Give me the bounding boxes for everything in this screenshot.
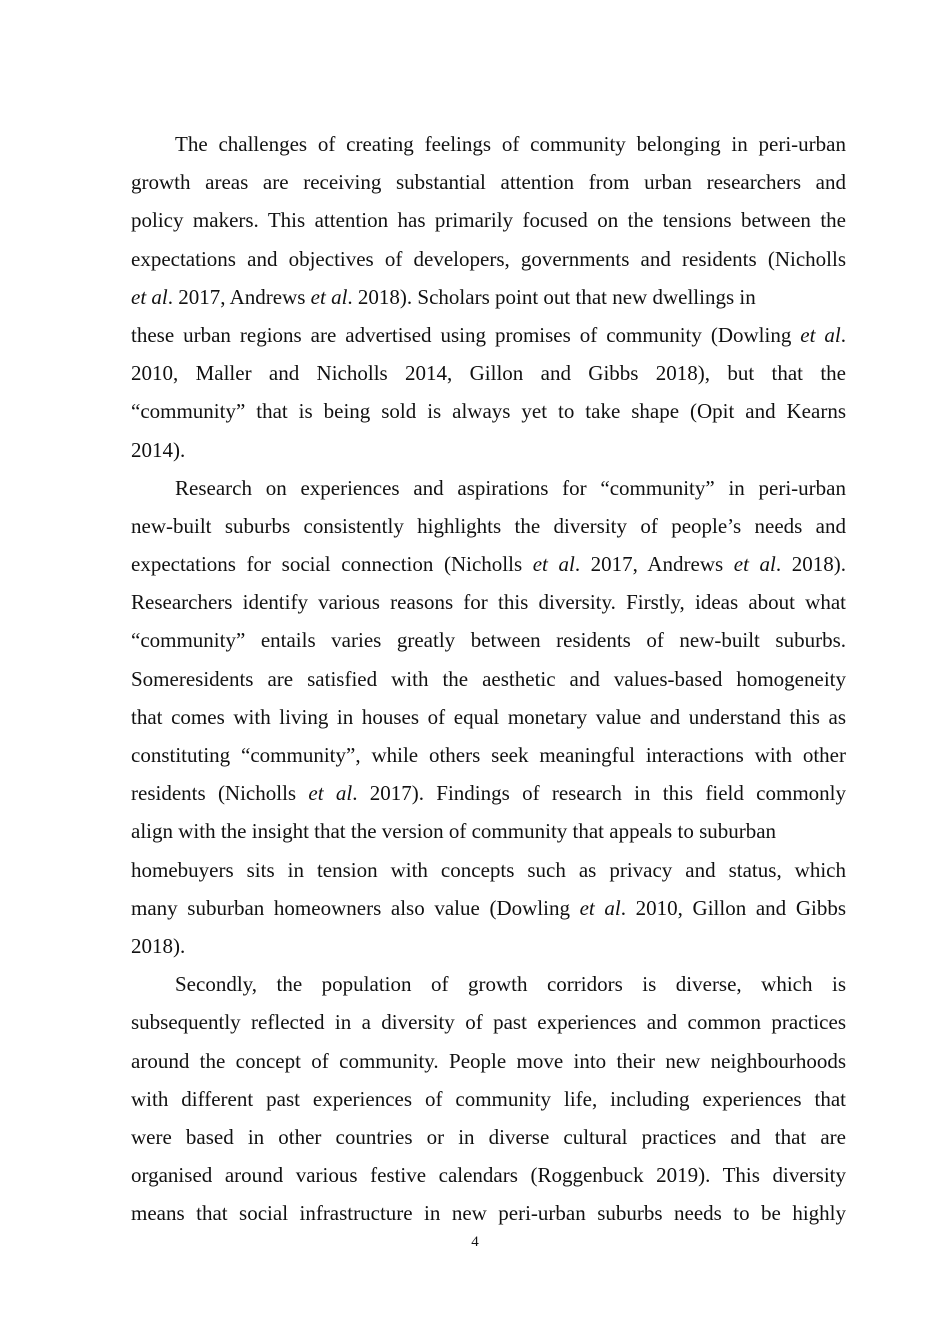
text-line [131,927,846,965]
text-line [131,201,846,239]
text-line [131,660,846,698]
text-segment: were based in other countries or in diverse cultural practices and that are [131,1124,846,1149]
text-segment: “community” entails varies greatly between residents of new-built suburbs. [131,628,846,653]
text-line [131,812,846,850]
italic-text: et al [310,284,348,309]
text-segment: . 2017, Andrews [574,552,734,577]
text-segment: growth areas are receiving substantial attention from urban researchers and [131,170,846,195]
italic-text: et al [800,322,841,347]
text-segment: . 2018). [775,552,846,577]
text-line [131,507,846,545]
text-line [131,774,846,812]
text-segment: Someresidents are satisfied with the aesthetic and values-based homogeneity [131,666,846,691]
page-number: 4 [471,1234,479,1250]
text-segment: that comes with living in houses of equal monetary value and understand this as [131,704,846,729]
text-line [131,163,846,201]
italic-text: et al [579,895,621,920]
text-segment: expectations for social connection (Nicholls [131,552,533,577]
text-segment: . 2017). Findings of research in this field commonly [352,781,846,806]
text-line [131,851,846,889]
italic-text: et al [308,781,353,806]
text-line [131,1080,846,1118]
text-segment: residents (Nicholls [131,781,309,806]
text-line [131,1042,846,1080]
text-segment: The challenges of creating feelings of community belonging in peri-urban [175,132,846,156]
text-segment: homebuyers sits in tension with concepts such as privacy and status, which [131,857,846,882]
text-line [131,1118,846,1156]
paragraph [131,125,846,469]
text-segment: . 2010, Gillon and Gibbs [620,895,846,920]
text-line [131,889,846,927]
text-line [131,278,846,316]
italic-text: et al [532,552,575,577]
italic-text: et al [733,552,776,577]
text-segment: align with the insight that the version of community that appeals to suburban [131,819,777,844]
paragraph [131,469,846,965]
text-segment: new-built suburbs consistently highlights the diversity of people’s needs and [131,513,846,538]
page-body [131,125,846,1232]
text-segment: . 2017, Andrews [167,284,311,309]
text-segment: many suburban homeowners also value (Dowling [131,895,580,920]
text-segment: means that social infrastructure in new peri-urban suburbs needs to be highly [131,1201,846,1226]
text-segment: constituting “community”, while others seek meaningful interactions with other [131,743,846,767]
text-line [131,583,846,621]
text-line [131,965,846,1003]
text-line [131,125,846,163]
text-line [131,698,846,736]
text-line [131,240,846,278]
text-segment: organised around various festive calendars (Roggenbuck 2019). This diversity [131,1163,846,1188]
text-segment: Researchers identify various reasons for this diversity. Firstly, ideas about what [131,590,846,615]
text-segment: Secondly, the population of growth corridors is diverse, which is [175,972,846,997]
text-segment: . [840,322,846,347]
text-segment: Research on experiences and aspirations for “community” in peri-urban [175,475,846,500]
text-line [131,431,846,469]
text-segment: around the concept of community. People move into their new neighbourhoods [131,1048,846,1073]
italic-text: et al [131,284,168,309]
paragraph [131,965,846,1232]
text-segment: policy makers. This attention has primarily focused on the tensions between the [131,208,846,233]
text-line [131,545,846,583]
text-segment: expectations and objectives of developers, governments and residents (Nicholls [131,246,846,271]
text-line [131,469,846,507]
text-line [131,621,846,659]
text-line [131,1003,846,1041]
text-segment: 2014). [131,437,186,462]
text-segment: “community” that is being sold is always yet to take shape (Opit and Kearns [131,399,846,424]
text-segment: subsequently reflected in a diversity of past experiences and common practices [131,1010,846,1035]
text-line [131,392,846,430]
text-segment: . 2018). Scholars point out that new dwellings in [347,284,756,309]
text-segment: 2010, Maller and Nicholls 2014, Gillon and Gibbs 2018), but that the [131,361,846,386]
text-segment: 2018). [131,933,186,958]
text-segment: with different past experiences of community life, including experiences that [131,1086,846,1111]
text-line [131,736,846,774]
text-line [131,1194,846,1232]
text-line [131,1156,846,1194]
text-segment: these urban regions are advertised using promises of community (Dowling [131,322,801,347]
text-line [131,354,846,392]
text-line [131,316,846,354]
